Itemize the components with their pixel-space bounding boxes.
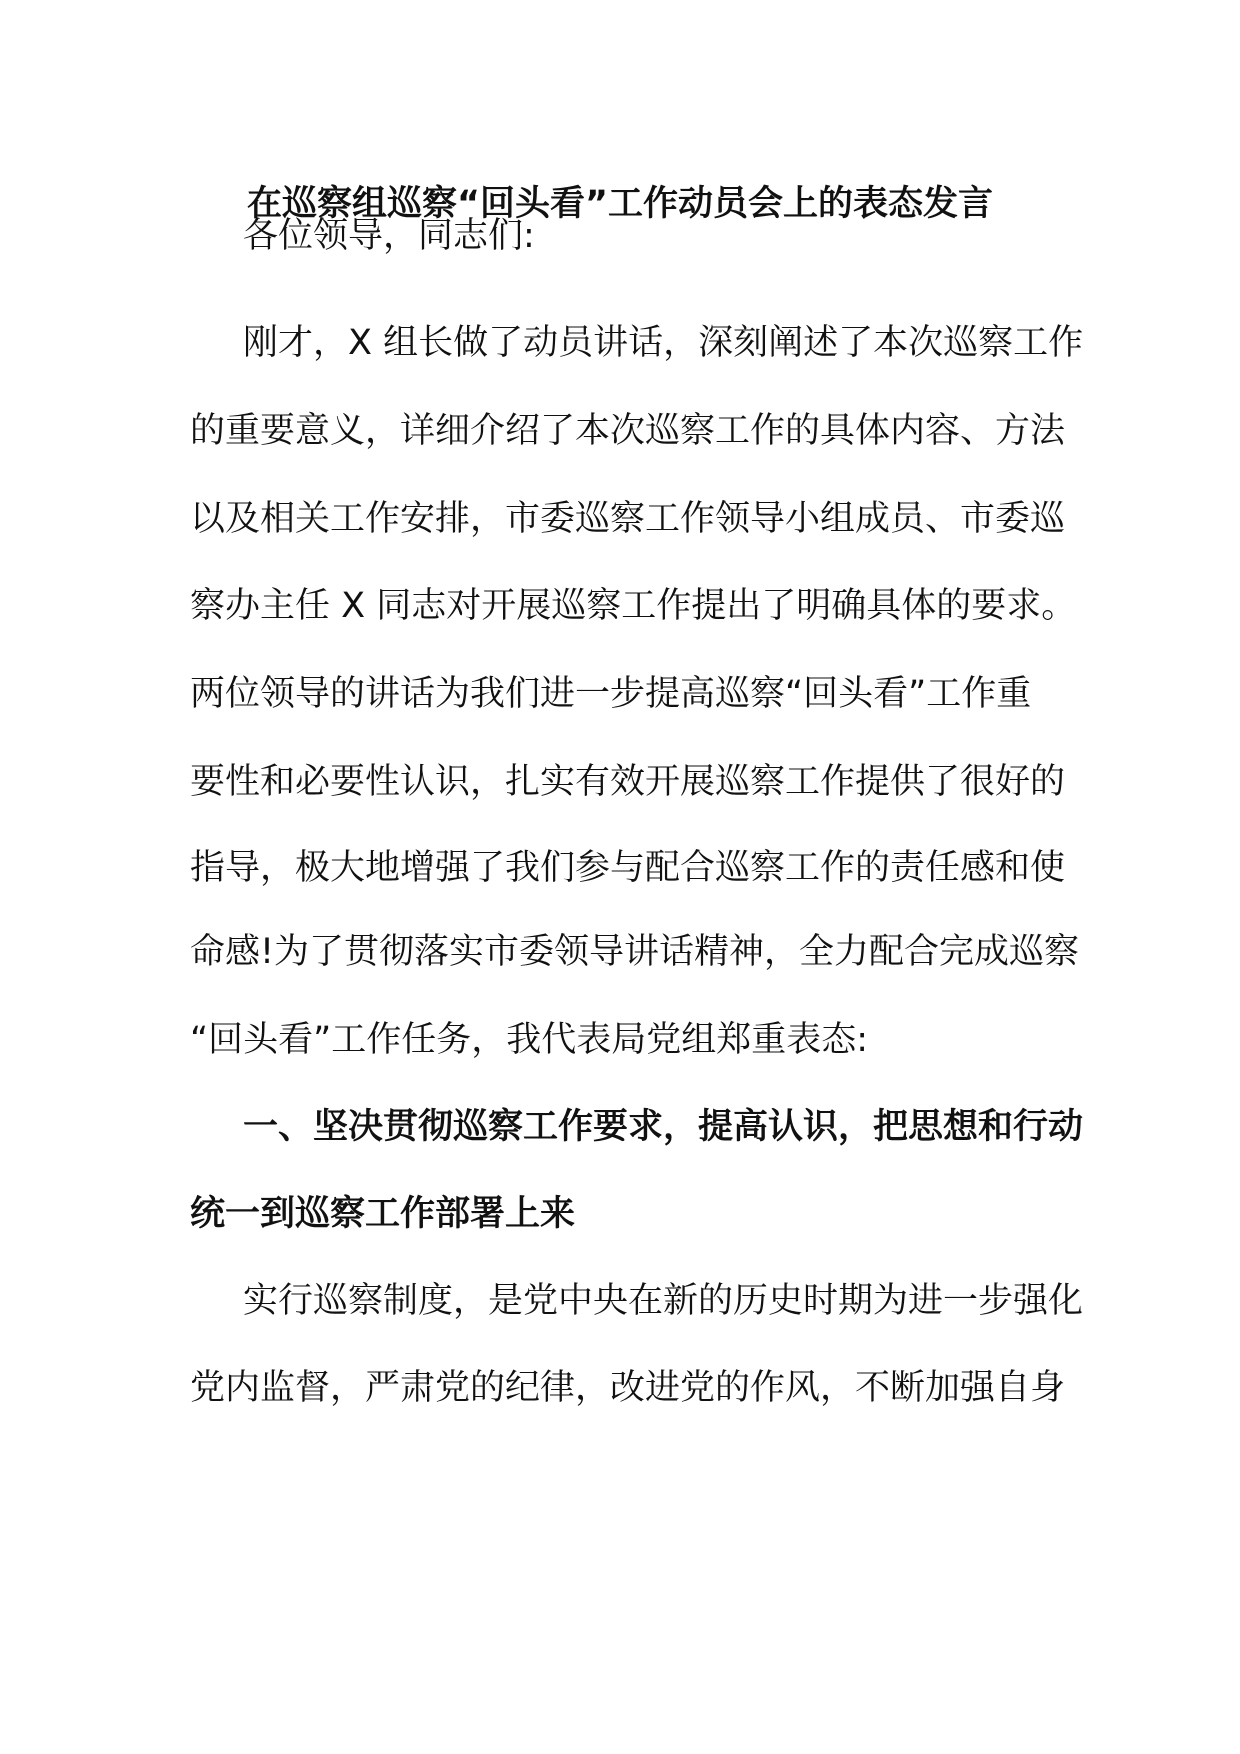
paragraph-line: 命感!为了贯彻落实市委领导讲话精神，全力配合完成巡察 bbox=[190, 932, 1080, 972]
paragraph-line: 以及相关工作安排，市委巡察工作领导小组成员、市委巡 bbox=[190, 499, 1066, 539]
paragraph-line: 实行巡察制度，是党中央在新的历史时期为进一步强化 bbox=[243, 1281, 1084, 1321]
paragraph-line: 的重要意义，详细介绍了本次巡察工作的具体内容、方法 bbox=[190, 411, 1066, 451]
paragraph-line: 察办主任 X 同志对开展巡察工作提出了明确具体的要求。 bbox=[190, 586, 1077, 626]
paragraph-line: “回头看”工作任务，我代表局党组郑重表态: bbox=[190, 1020, 869, 1060]
document-title: 在巡察组巡察“回头看”工作动员会上的表态发言 bbox=[246, 184, 993, 224]
heading-line: 一、坚决贯彻巡察工作要求，提高认识，把思想和行动 bbox=[243, 1107, 1084, 1147]
heading-line: 统一到巡察工作部署上来 bbox=[190, 1194, 576, 1234]
paragraph-line: 党内监督，严肃党的纪律，改进党的作风，不断加强自身 bbox=[190, 1368, 1066, 1408]
paragraph-line: 要性和必要性认识，扎实有效开展巡察工作提供了很好的 bbox=[190, 762, 1066, 802]
paragraph-line: 两位领导的讲话为我们进一步提高巡察“回头看”工作重 bbox=[190, 674, 1032, 714]
paragraph-line: 指导，极大地增强了我们参与配合巡察工作的责任感和使 bbox=[190, 848, 1066, 888]
paragraph-line: 刚才，X 组长做了动员讲话，深刻阐述了本次巡察工作 bbox=[243, 323, 1084, 363]
salutation: 各位领导，同志们: bbox=[243, 216, 535, 256]
